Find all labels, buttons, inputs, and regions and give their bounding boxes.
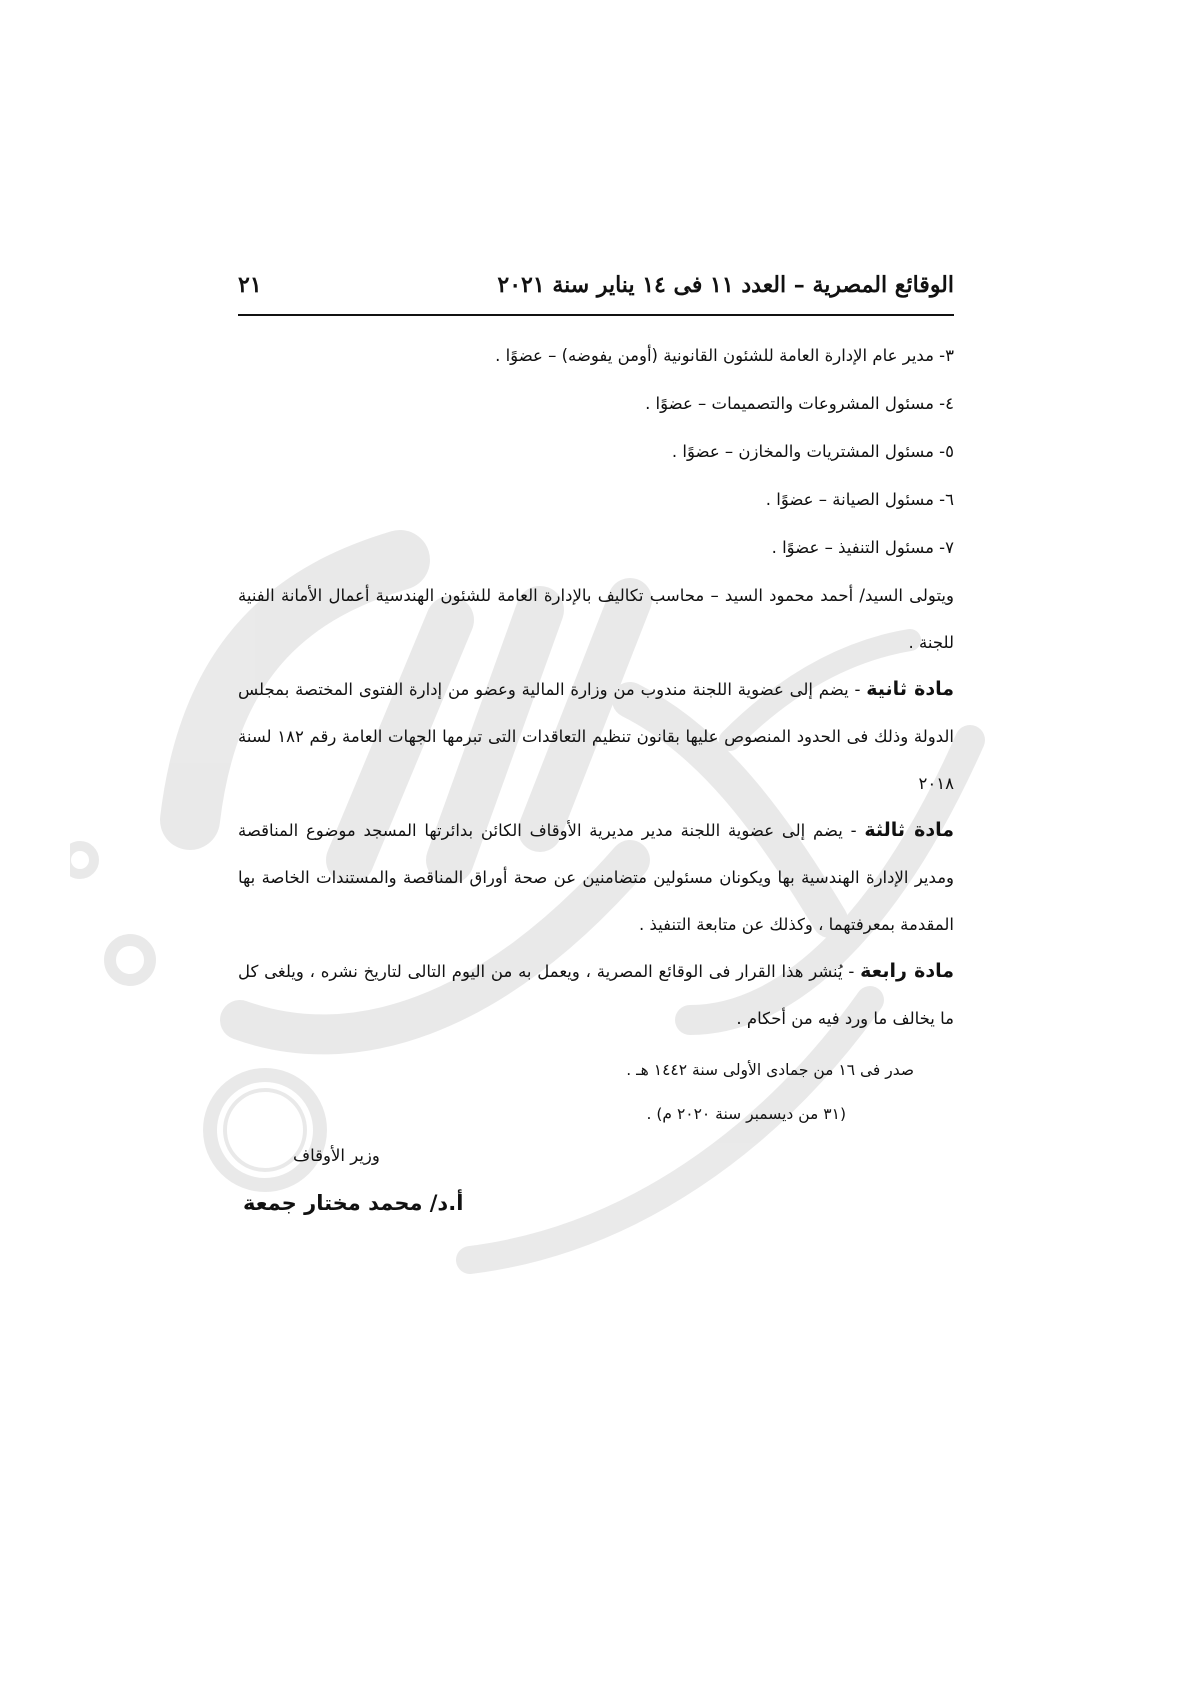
article-4 bbox=[238, 948, 954, 1042]
list-item: ٦- مسئول الصيانة – عضوًا . bbox=[765, 490, 954, 509]
article-heading: مادة رابعة bbox=[860, 960, 955, 982]
page-number: ٢١ bbox=[238, 272, 262, 298]
article-text: - يضم إلى عضوية اللجنة مدير مديرية الأوقاف الكائن بدائرتها المسجد موضوع المناقصة ومدير الإدارة الهندسية بها ويكونان مسئولين متضامنين عن صحة أوراق المناقصة والمستندات الخاصة بها المقدمة بمعرفتهما ، وكذلك عن متابعة التنفيذ . bbox=[238, 821, 954, 934]
minister-name: أ.د/ محمد مختار جمعة bbox=[243, 1191, 464, 1215]
list-item: ٤- مسئول المشروعات والتصميمات – عضوًا . bbox=[645, 394, 954, 413]
hijri-date: صدر فى ١٦ من جمادى الأولى سنة ١٤٤٢ هـ . bbox=[626, 1061, 914, 1079]
article-text: - يُنشر هذا القرار فى الوقائع المصرية ، ويعمل به من اليوم التالى لتاريخ نشره ، ويلغى كل ما يخالف ما ورد فيه من أحكام . bbox=[238, 962, 954, 1028]
gazette-title: الوقائع المصرية – العدد ١١ فى ١٤ يناير سنة ٢٠٢١ bbox=[497, 272, 954, 298]
issue-dates bbox=[238, 1048, 954, 1136]
document-page bbox=[238, 260, 954, 1256]
list-item: ٥- مسئول المشتريات والمخازن – عضوًا . bbox=[671, 442, 954, 461]
article-text: - يضم إلى عضوية اللجنة مندوب من وزارة المالية وعضو من إدارة الفتوى المختصة بمجلس الدولة وذلك فى الحدود المنصوص عليها بقانون تنظيم التعاقدات التى تبرمها الجهات العامة رقم ١٨٢ لسنة ٢٠١٨ bbox=[238, 680, 954, 793]
list-item: ٧- مسئول التنفيذ – عضوًا . bbox=[771, 538, 954, 557]
page-header bbox=[238, 260, 954, 316]
article-heading: مادة ثالثة bbox=[864, 819, 955, 841]
gregorian-date: (٣١ من ديسمبر سنة ٢٠٢٠ م) . bbox=[646, 1105, 846, 1123]
secretariat-paragraph: ويتولى السيد/ أحمد محمود السيد – محاسب تكاليف بالإدارة العامة للشئون الهندسية أعمال الأمانة الفنية للجنة . bbox=[238, 586, 954, 652]
minister-title: وزير الأوقاف bbox=[293, 1146, 380, 1165]
article-heading: مادة ثانية bbox=[866, 678, 954, 700]
article-3 bbox=[238, 807, 954, 948]
signature-block bbox=[238, 1136, 954, 1256]
document-body bbox=[238, 332, 954, 1042]
list-item: ٣- مدير عام الإدارة العامة للشئون القانونية (أومن يفوضه) – عضوًا . bbox=[495, 346, 954, 365]
article-2 bbox=[238, 666, 954, 807]
